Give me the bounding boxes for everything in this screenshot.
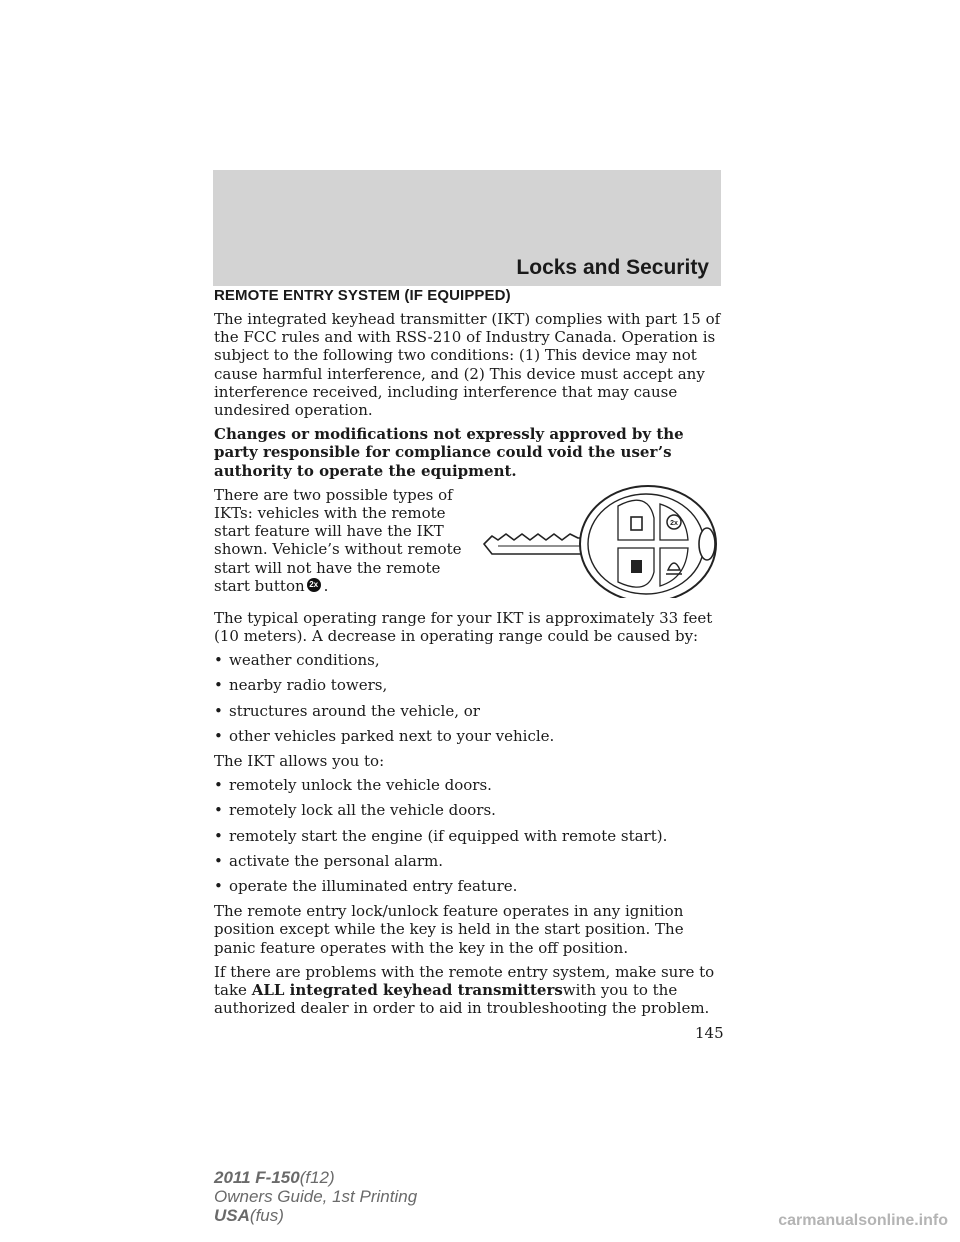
list-item: • structures around the vehicle, or <box>214 701 480 720</box>
footer-printing: Owners Guide, 1st Printing <box>214 1187 418 1206</box>
ikt-functions-list <box>214 776 724 895</box>
footer-code: (f12) <box>299 1168 335 1187</box>
problems-paragraph: If there are problems with the remote entry system, make sure to take ALL integrated keyhead transmitterswith you to the authorized dealer in order to aid in troubleshooting the problem. <box>214 962 715 1018</box>
list-item: • nearby radio towers, <box>214 676 388 695</box>
section-header-band <box>213 170 721 286</box>
print-footer <box>214 1168 417 1225</box>
warning-paragraph: Changes or modifications not expressly approved by the party responsible for compliance could void the user’s authority to operate the equipment. <box>214 425 684 480</box>
ikt-types-end: . <box>323 576 329 595</box>
remote-start-icon-label: 2x <box>670 519 678 527</box>
list-item: • activate the personal alarm. <box>214 851 443 870</box>
site-watermark: carmanualsonline.info <box>778 1212 948 1229</box>
list-item: • other vehicles parked next to your vehicle. <box>214 726 555 745</box>
list-item: • remotely lock all the vehicle doors. <box>214 801 496 820</box>
integrated-keyhead-transmitter-illustration <box>478 478 728 598</box>
remote-start-badge-icon: 2x <box>307 578 321 592</box>
page-content <box>214 287 724 1023</box>
lock-icon <box>631 560 642 573</box>
ikt-figure-block <box>214 486 724 594</box>
range-causes-list <box>214 651 724 745</box>
section-heading: REMOTE ENTRY SYSTEM (IF EQUIPPED) <box>214 287 511 304</box>
intro-paragraph: The integrated keyhead transmitter (IKT) complies with part 15 of the FCC rules and with RSS-210 of Industry Canada. Operation is subject to the following two conditions: (1) This device may not cause harmful interference, and (2) This device must accept any interference received, including interference that may cause undesired operation. <box>214 310 721 420</box>
ikt-types-paragraph <box>214 486 464 595</box>
footer-market-code: (fus) <box>249 1206 284 1225</box>
key-ring-hole <box>699 528 715 560</box>
page-number: 145 <box>695 1024 724 1042</box>
footer-market: USA <box>214 1206 250 1225</box>
ikt-types-text: There are two possible types of IKTs: vehicles with the remote start feature will have the IKT shown. Vehicle’s without remote start will not have the remote start button <box>214 485 462 595</box>
list-item: • remotely unlock the vehicle doors. <box>214 776 492 795</box>
section-title: Locks and Security <box>516 256 709 279</box>
list-item: • operate the illuminated entry feature. <box>214 877 518 896</box>
problems-emphasis: ALL integrated keyhead transmitters <box>251 981 563 1000</box>
range-paragraph: The typical operating range for your IKT is approximately 33 feet (10 meters). A decrease in operating range could be caused by: <box>214 608 713 646</box>
footer-model: 2011 F-150 <box>214 1168 300 1187</box>
lock-unlock-paragraph: The remote entry lock/unlock feature operates in any ignition position except while the key is held in the start position. The panic feature operates with the key in the off position. <box>214 902 684 957</box>
button-unlock <box>618 500 654 540</box>
list-item: • remotely start the engine (if equipped with remote start). <box>214 826 668 845</box>
list-item: • weather conditions, <box>214 651 380 670</box>
allows-intro: The IKT allows you to: <box>214 752 385 771</box>
